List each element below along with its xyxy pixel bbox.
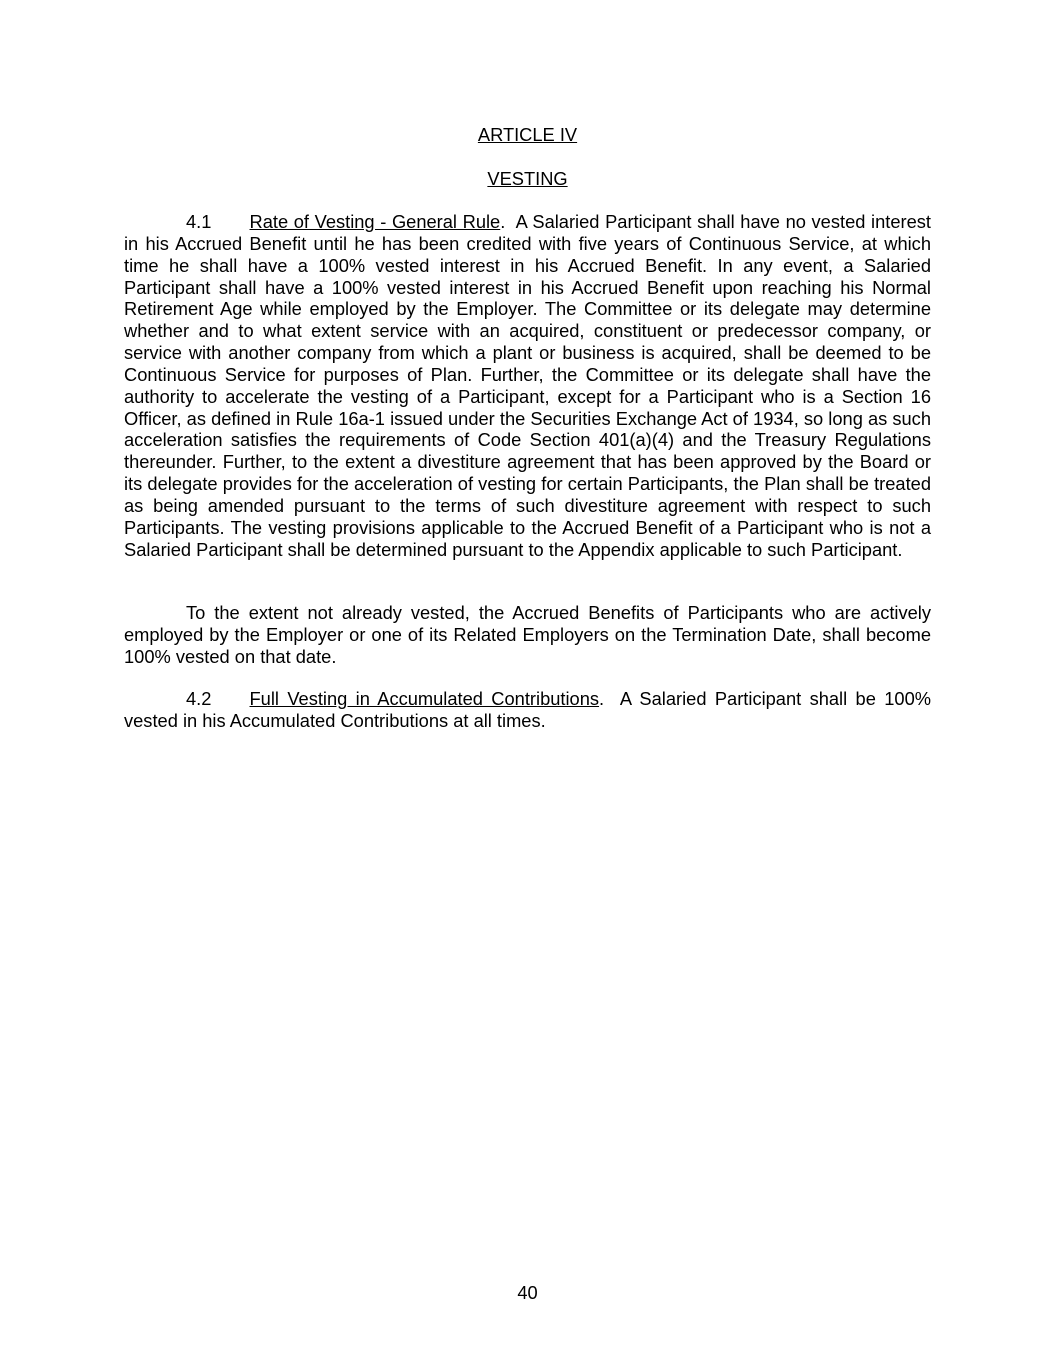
section-4-2-body: A Salaried Participant shall be 100% vested in his Accumulated Contributions at all times. — [124, 688, 932, 731]
article-title: ARTICLE IV — [477, 124, 578, 145]
section-4-1-title-punct: . — [500, 211, 506, 232]
article-heading — [124, 124, 931, 146]
page-number: 40 — [517, 1282, 538, 1303]
section-4-2-title-punct: . — [599, 688, 605, 709]
section-4-1-paragraph — [124, 211, 931, 561]
section-4-2-number: 4.2 — [186, 688, 212, 709]
document-page — [124, 0, 931, 1365]
section-4-2-title: Full Vesting in Accumulated Contributions — [249, 688, 600, 709]
article-subtitle: VESTING — [487, 168, 568, 189]
section-4-1-body: A Salaried Participant shall have no vested interest in his Accrued Benefit until he has been credited with five years of Continuous Service, at which time he shall have a 100% vested interest in his Accrued Benefit. In any event, a Salaried Participant shall have a 100% vested interest in his Accrued Benefit upon reaching his Normal Retirement Age while employed by the Employer. The Committee or its delegate may determine whether and to what extent service with an acquired, constituent or predecessor company, or service with another company from which a plant or business is acquired, shall be deemed to be Continuous Service for purposes of Plan. Further, the Committee or its delegate shall have the authority to accelerate the vesting of a Participant, except for a Participant who is a Section 16 Officer, as defined in Rule 16a-1 issued under the Securities Exchange Act of 1934, so long as such acceleration satisfies the requirements of Code Section 401(a)(4) and the Treasury Regulations thereunder. Further, to the extent a divestiture agreement that has been approved by the Board or its delegate provides for the acceleration of vesting for certain Participants, the Plan shall be treated as being amended pursuant to the terms of such divestiture agreement with respect to such Participants. The vesting provisions applicable to the Accrued Benefit of a Participant who is not a Salaried Participant shall be determined pursuant to the Appendix applicable to such Participant. — [124, 211, 931, 560]
termination-paragraph — [124, 602, 931, 668]
section-4-1-number: 4.1 — [186, 211, 212, 232]
section-4-1-title: Rate of Vesting - General Rule — [249, 211, 501, 232]
section-4-2-paragraph — [124, 688, 931, 732]
article-subheading — [124, 168, 931, 190]
termination-paragraph-text: To the extent not already vested, the Accrued Benefits of Participants who are actively employed by the Employer or one of its Related Employers on the Termination Date, shall become 100% vested on that date. — [124, 602, 931, 667]
